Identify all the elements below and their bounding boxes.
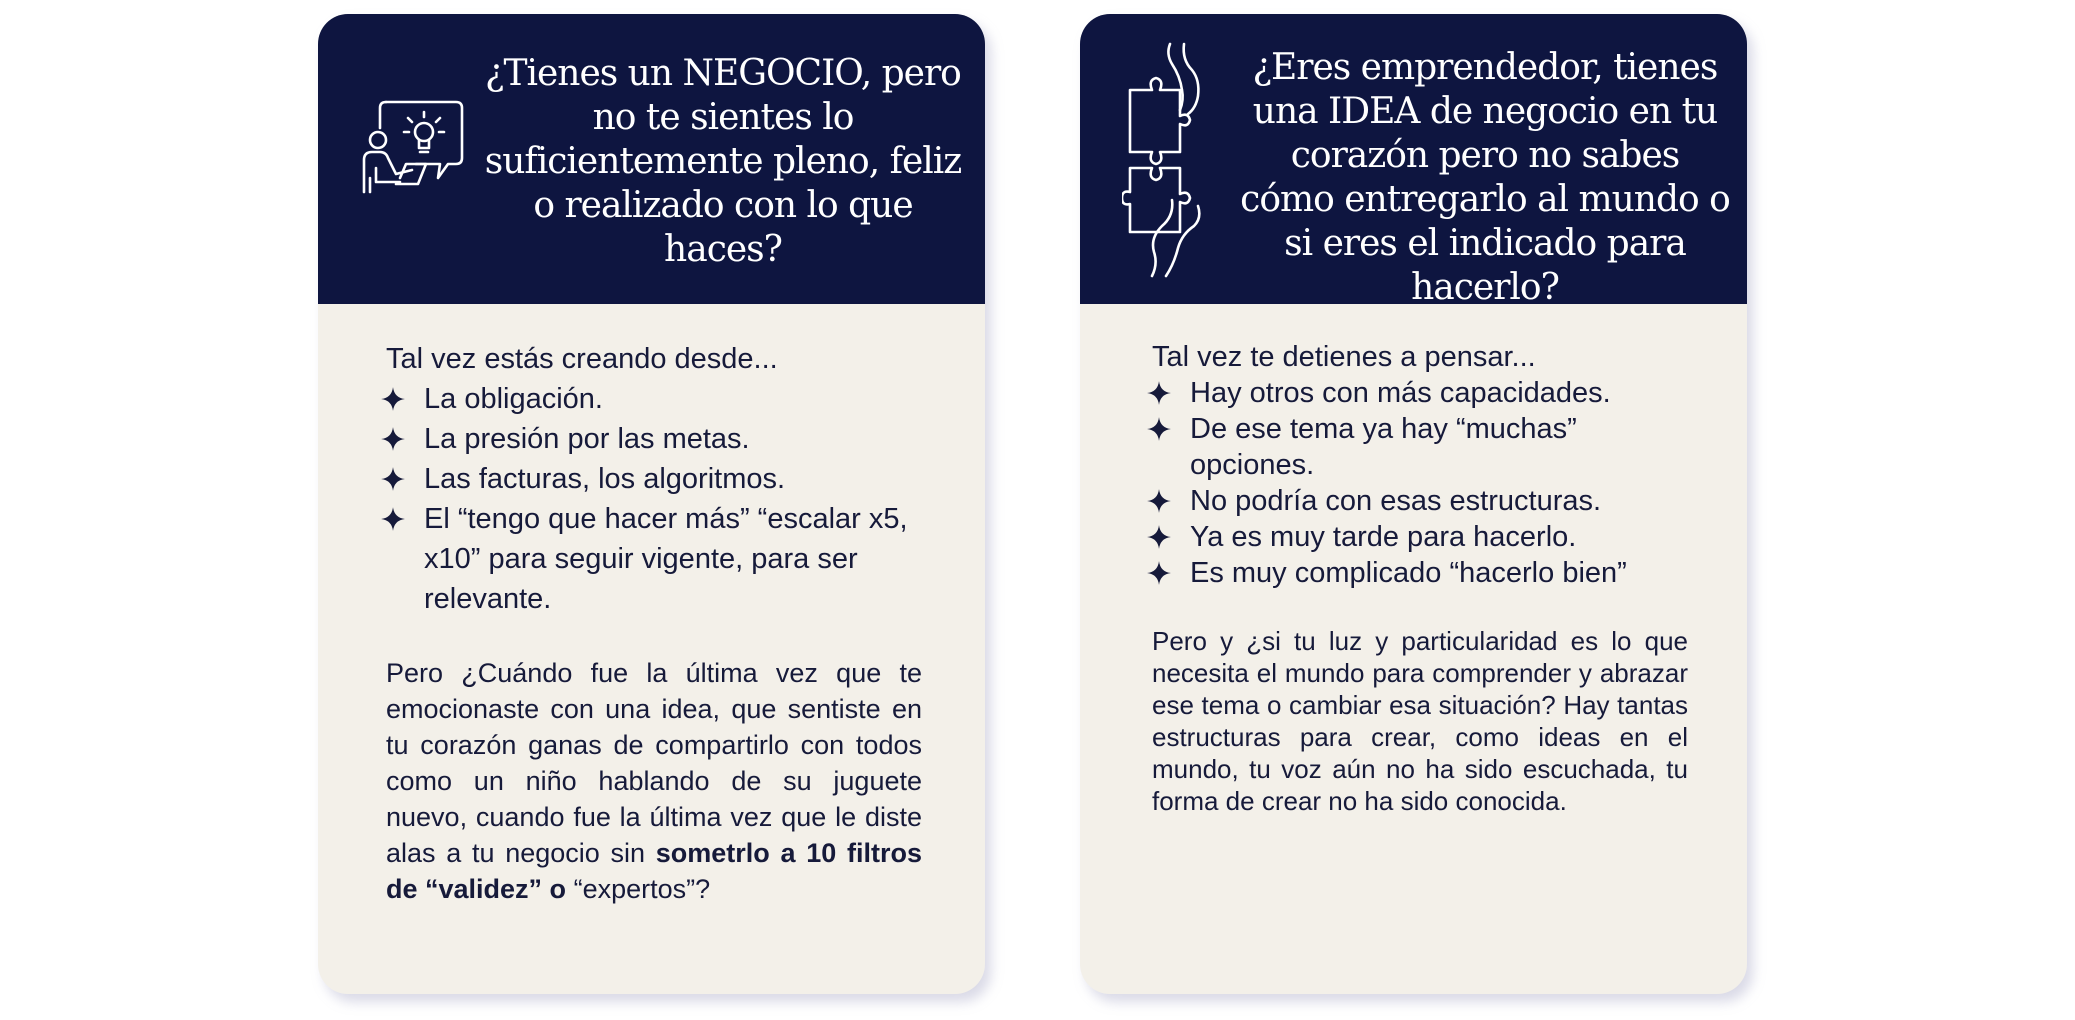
list-item-text: Las facturas, los algoritmos. bbox=[424, 463, 786, 495]
list-item-text: La obligación. bbox=[424, 383, 603, 415]
puzzle-hands-icon bbox=[1122, 40, 1212, 280]
list-item bbox=[386, 419, 922, 459]
list-item bbox=[386, 499, 922, 619]
idea-presentation-icon bbox=[356, 94, 466, 204]
card-header bbox=[318, 14, 985, 304]
card-title: ¿Tienes un NEGOCIO, pero no te sientes lo suficientemente pleno, feliz o realizado con lo que haces? bbox=[484, 53, 962, 270]
list-item bbox=[1152, 411, 1688, 483]
list-item-text: La presión por las metas. bbox=[424, 423, 750, 455]
list-item bbox=[386, 459, 922, 499]
list-item bbox=[1152, 519, 1688, 555]
body-paragraph bbox=[386, 655, 922, 907]
list-item-text: El “tengo que hacer más” “escalar x5, x10” para seguir vigente, para ser relevante. bbox=[424, 503, 908, 615]
list-item-text: Ya es muy tarde para hacerlo. bbox=[1190, 521, 1577, 553]
sparkle-icon bbox=[380, 386, 406, 412]
sparkle-icon bbox=[1146, 560, 1172, 586]
list-item-text: No podría con esas estructuras. bbox=[1190, 485, 1602, 517]
list-item-text: Es muy complicado “hacerlo bien” bbox=[1190, 557, 1627, 589]
business-card bbox=[318, 14, 985, 994]
bullet-list bbox=[1152, 375, 1688, 591]
card-title: ¿Eres emprendedor, tienes una IDEA de negocio en tu corazón pero no sabes cómo entregarlo al mundo o si eres el indicado para hacerlo? bbox=[1240, 47, 1730, 308]
card-header bbox=[1080, 14, 1747, 308]
list-item-text: De ese tema ya hay “muchas” opciones. bbox=[1190, 413, 1577, 481]
paragraph-text: Pero ¿Cuándo fue la última vez que te emocionaste con una idea, que sentiste en tu corazón ganas de compartirlo con todos como un niño hablando de su juguete nuevo, cuando fue la última vez que le diste alas a tu negocio sin bbox=[386, 658, 922, 868]
list-item bbox=[386, 379, 922, 419]
sparkle-icon bbox=[380, 506, 406, 532]
body-paragraph: Pero y ¿si tu luz y particularidad es lo que necesita el mundo para comprender y abrazar ese tema o cambiar esa situación? Hay tantas estructuras para crear, como ideas en el mundo, tu voz aún no ha sido escuchada, tu forma de crear no ha sido conocida. bbox=[1152, 626, 1688, 816]
list-item bbox=[1152, 483, 1688, 519]
sparkle-icon bbox=[1146, 416, 1172, 442]
sparkle-icon bbox=[380, 466, 406, 492]
intro-text: Tal vez te detienes a pensar... bbox=[1152, 341, 1536, 373]
paragraph-end-text: “expertos”? bbox=[573, 874, 711, 904]
sparkle-icon bbox=[1146, 488, 1172, 514]
sparkle-icon bbox=[1146, 380, 1172, 406]
sparkle-icon bbox=[380, 426, 406, 452]
paragraph-bold-text: sometrlo a 10 filtros de “validez” o bbox=[386, 838, 922, 904]
list-item bbox=[1152, 375, 1688, 411]
intro-text: Tal vez estás creando desde... bbox=[386, 343, 778, 375]
card-body bbox=[386, 339, 922, 907]
bullet-list bbox=[386, 379, 922, 619]
list-item bbox=[1152, 555, 1688, 591]
list-item-text: Hay otros con más capacidades. bbox=[1190, 377, 1611, 409]
card-body bbox=[1152, 339, 1688, 817]
sparkle-icon bbox=[1146, 524, 1172, 550]
idea-card bbox=[1080, 14, 1747, 994]
